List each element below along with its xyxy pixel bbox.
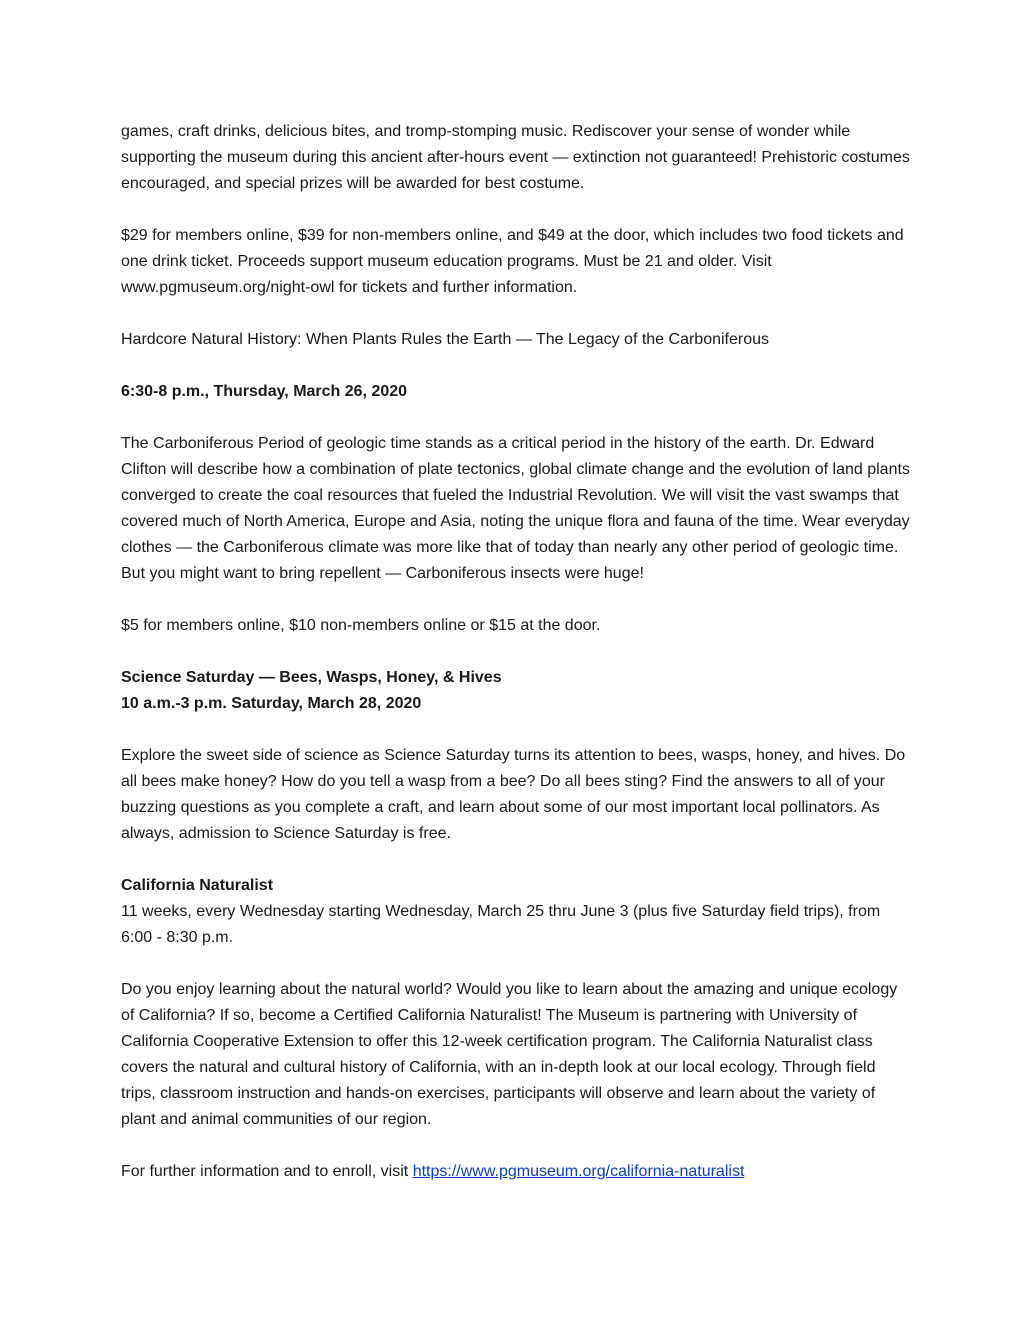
naturalist-schedule: 11 weeks, every Wednesday starting Wednesday, March 25 thru June 3 (plus five Saturday field trips), from 6:00 - 8:30 p.m. <box>121 903 881 946</box>
enroll-text: For further information and to enroll, visit <box>121 1163 413 1180</box>
hardcore-title: Hardcore Natural History: When Plants Rules the Earth — The Legacy of the Carboniferous <box>121 331 770 348</box>
intro-paragraph: games, craft drinks, delicious bites, and tromp-stomping music. Rediscover your sense of wonder while supporting the museum during this ancient after-hours event — extinction not guaranteed! Prehistoric costumes encouraged, and special prizes will be awarded for best costume. <box>121 123 910 192</box>
science-saturday-description: Explore the sweet side of science as Science Saturday turns its attention to bees, wasps, honey, and hives. Do all bees make honey? How do you tell a wasp from a bee? Do all bees sting? Find the answers to all of your buzzing questions as you complete a craft, and learn about some of our most important local pollinators. As always, admission to Science Saturday is free. <box>121 747 906 842</box>
hardcore-description: The Carboniferous Period of geologic time stands as a critical period in the history of the earth. Dr. Edward Clifton will describe how a combination of plate tectonics, global climate change and the evolution of land plants converged to create the coal resources that fueled the Industrial Revolution. We will visit the vast swamps that covered much of North America, Europe and Asia, noting the unique flora and fauna of the time. Wear everyday clothes — the Carboniferous climate was more like that of today than nearly any other period of geologic time. But you might want to bring repellent — Carboniferous insects were huge! <box>121 435 910 582</box>
hardcore-pricing: $5 for members online, $10 non-members online or $15 at the door. <box>121 617 601 634</box>
night-owl-pricing: $29 for members online, $39 for non-members online, and $49 at the door, which includes two food tickets and one drink ticket. Proceeds support museum education programs. Must be 21 and older. Visit www.pgmuseum.org/night-owl for tickets and further information. <box>121 227 904 296</box>
hardcore-time: 6:30-8 p.m., Thursday, March 26, 2020 <box>121 383 408 400</box>
naturalist-heading <box>121 873 911 951</box>
naturalist-description: Do you enjoy learning about the natural world? Would you like to learn about the amazing and unique ecology of California? If so, become a Certified California Naturalist! The Museum is partnering with University of California Cooperative Extension to offer this 12-week certification program. The California Naturalist class covers the natural and cultural history of California, with an in-depth look at our local ecology. Through field trips, classroom instruction and hands-on exercises, participants will observe and learn about the variety of plant and animal communities of our region. <box>121 981 898 1128</box>
science-saturday-time: 10 a.m.-3 p.m. Saturday, March 28, 2020 <box>121 695 422 712</box>
naturalist-title: California Naturalist <box>121 877 274 894</box>
enroll-link[interactable]: https://www.pgmuseum.org/california-naturalist <box>412 1163 745 1180</box>
naturalist-enroll <box>121 1159 911 1185</box>
science-saturday-title: Science Saturday — Bees, Wasps, Honey, & Hives <box>121 669 502 686</box>
document-body <box>121 119 911 1211</box>
science-saturday-heading <box>121 665 911 717</box>
